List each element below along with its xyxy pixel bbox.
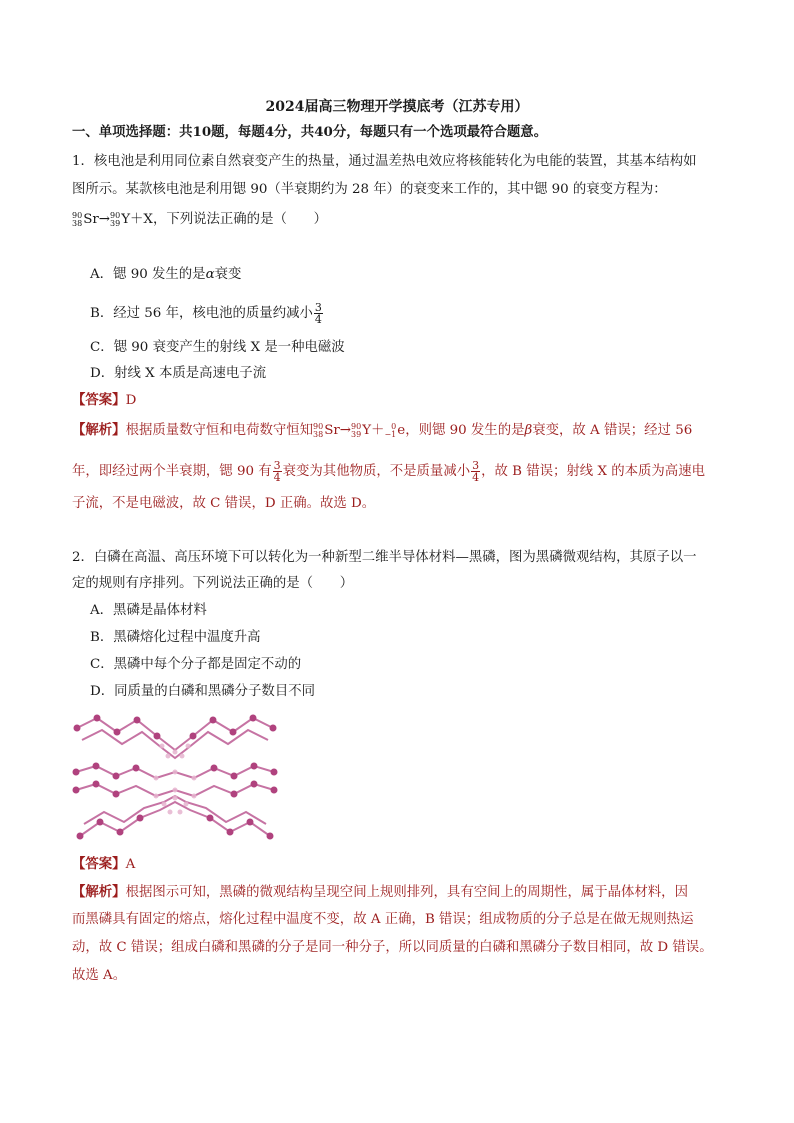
q1-explanation-line3: 子流，不是电磁波，故 C 错误，D 正确。故选 D。 <box>72 496 376 511</box>
section-heading: 一、单项选择题：共10题，每题4分，共40分，每题只有一个选项最符合题意。 <box>72 124 548 140</box>
q1-option-c: C．锶 90 衰变产生的射线 X 是一种电磁波 <box>90 340 345 355</box>
q2-explanation-line1: 【解析】根据图示可知，黑磷的微观结构呈现空间上规则排列，具有空间上的周期性，属于晶体材料，因 <box>72 884 688 900</box>
q2-option-b: B．黑磷熔化过程中温度升高 <box>90 630 261 645</box>
arrow-symbol: → <box>98 212 110 227</box>
q2-stem-line1: 2．白磷在高温、高压环境下可以转化为一种新型二维半导体材料—黑磷，图为黑磷微观结构，其原子以一 <box>72 550 697 565</box>
q1-equation: 90 38 Sr→ 90 39 Y＋X，下列说法正确的是（ ） <box>72 210 328 228</box>
q2-option-d: D．同质量的白磷和黑磷分子数目不同 <box>90 684 315 699</box>
q1-explanation-line1: 【解析】根据质量数守恒和电荷数守恒知 90 38 Sr→ 90 39 Y＋ 0 −1 e，则锶 90 发生的是β衰变，故 A 错误；经过 56 <box>72 421 693 439</box>
page-title: 2024届高三物理开学摸底考（江苏专用） <box>265 99 529 115</box>
q2-explanation-line4: 故选 A。 <box>72 968 127 983</box>
q1-option-a: A．锶 90 发生的是α衰变 <box>90 267 242 282</box>
q1-explanation-line2: 年，即经过两个半衰期，锶 90 有 $\frac{3}{4}$ 衰变为其他物质，不是质量减小 $\frac{3}{4}$ ，故 B 错误；射线 X 的本质为高速电 <box>72 459 705 484</box>
q2-explanation-line3: 动，故 C 错误；组成白磷和黑磷的分子是同一种分子，所以同质量的白磷和黑磷分子数目相同，故 D 错误。 <box>72 940 713 955</box>
q2-option-c: C．黑磷中每个分子都是固定不动的 <box>90 657 302 672</box>
q1-stem-line2: 图所示。某款核电池是利用锶 90（半衰期约为 28 年）的衰变来工作的，其中锶 90 的衰变方程为： <box>72 182 667 197</box>
q1-stem-line1: 1．核电池是利用同位素自然衰变产生的热量，通过温差热电效应将核能转化为电能的装置，其基本结构如 <box>72 154 697 169</box>
q1-option-b: B．经过 56 年，核电池的质量约减小 $\frac{3}{4}$ <box>90 301 322 326</box>
sr-isotope-numbers: 90 38 <box>72 210 83 228</box>
fraction: $\frac{3}{4}$ <box>314 301 322 326</box>
black-phosphorus-structure-image <box>72 710 278 850</box>
y-isotope-numbers: 90 39 <box>110 210 121 228</box>
q2-option-a: A．黑磷是晶体材料 <box>90 603 207 618</box>
q1-option-d: D．射线 X 本质是高速电子流 <box>90 366 267 381</box>
q2-answer: 【答案】A <box>72 856 136 872</box>
q1-answer: 【答案】D <box>72 392 137 408</box>
q2-stem-line2: 定的规则有序排列。下列说法正确的是（ ） <box>72 576 354 591</box>
q2-explanation-line2: 而黑磷具有固定的熔点，熔化过程中温度不变，故 A 正确，B 错误；组成物质的分子总是在做无规则热运 <box>72 912 694 927</box>
electron-numbers: 0 −1 <box>384 421 397 439</box>
